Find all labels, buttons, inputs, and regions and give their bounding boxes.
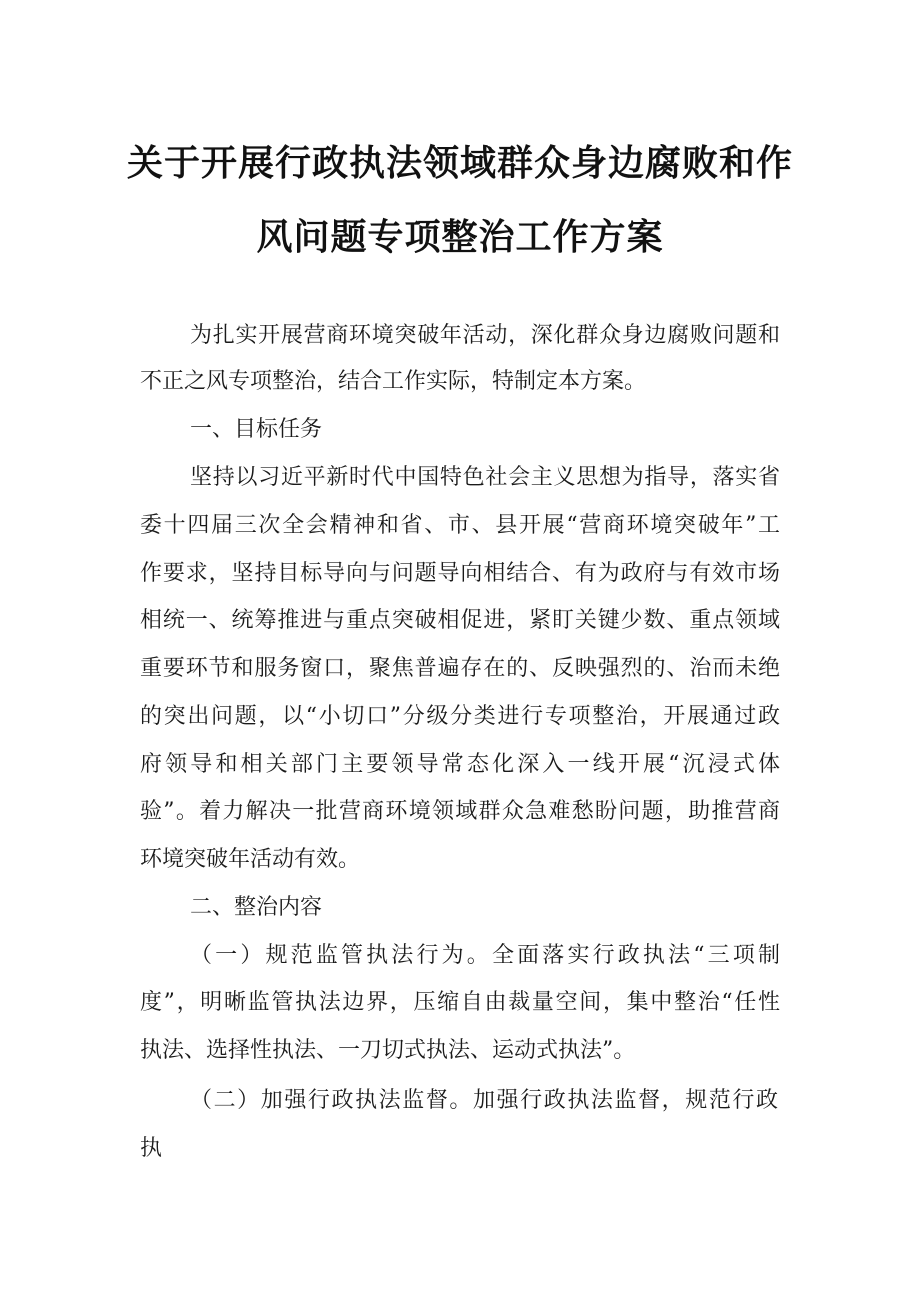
paragraph-goal-line-2: 委十四届三次全会精神和省、市、县开展“营商环境突破年”工 (140, 513, 780, 538)
paragraph-item1-line-2: 度”，明晰监管执法边界，压缩自由裁量空间，集中整治“任性 (140, 990, 780, 1015)
paragraph-goal-line-1: 坚持以习近平新时代中国特色社会主义思想为指导，落实省 (190, 465, 780, 490)
paragraph-goal-line-6: 的突出问题，以“小切口”分级分类进行专项整治，开展通过政 (140, 704, 780, 729)
section-heading-2: 二、整治内容 (190, 895, 323, 920)
paragraph-intro-line-2: 不正之风专项整治，结合工作实际，特制定本方案。 (140, 369, 647, 394)
paragraph-item1-line-3: 执法、选择性执法、一刀切式执法、运动式执法”。 (140, 1038, 636, 1063)
paragraph-goal-line-3: 作要求，坚持目标导向与问题导向相结合、有为政府与有效市场 (140, 561, 780, 586)
paragraph-goal-line-7: 府领导和相关部门主要领导常态化深入一线开展“沉浸式体 (140, 752, 780, 777)
document-title-line-2: 风问题专项整治工作方案 (256, 217, 664, 258)
paragraph-goal-line-8: 验”。着力解决一批营商环境领域群众急难愁盼问题，助推营商 (140, 799, 780, 824)
paragraph-goal-line-5: 重要环节和服务窗口，聚焦普遍存在的、反映强烈的、治而未绝 (140, 656, 780, 681)
paragraph-goal-line-4: 相统一、统筹推进与重点突破相促进，紧盯关键少数、重点领域 (140, 608, 780, 633)
paragraph-item2-line-2: 执 (140, 1136, 163, 1161)
paragraph-item1-line-1: （一）规范监管执法行为。全面落实行政执法“三项制 (190, 943, 780, 968)
paragraph-item2-line-1: （二）加强行政执法监督。加强行政执法监督，规范行政 (190, 1088, 778, 1113)
section-heading-1: 一、目标任务 (190, 417, 323, 442)
document-title-line-1: 关于开展行政执法领域群众身边腐败和作 (126, 143, 793, 184)
paragraph-goal-line-9: 环境突破年活动有效。 (140, 847, 361, 872)
paragraph-intro-line-1: 为扎实开展营商环境突破年活动，深化群众身边腐败问题和 (190, 323, 780, 348)
